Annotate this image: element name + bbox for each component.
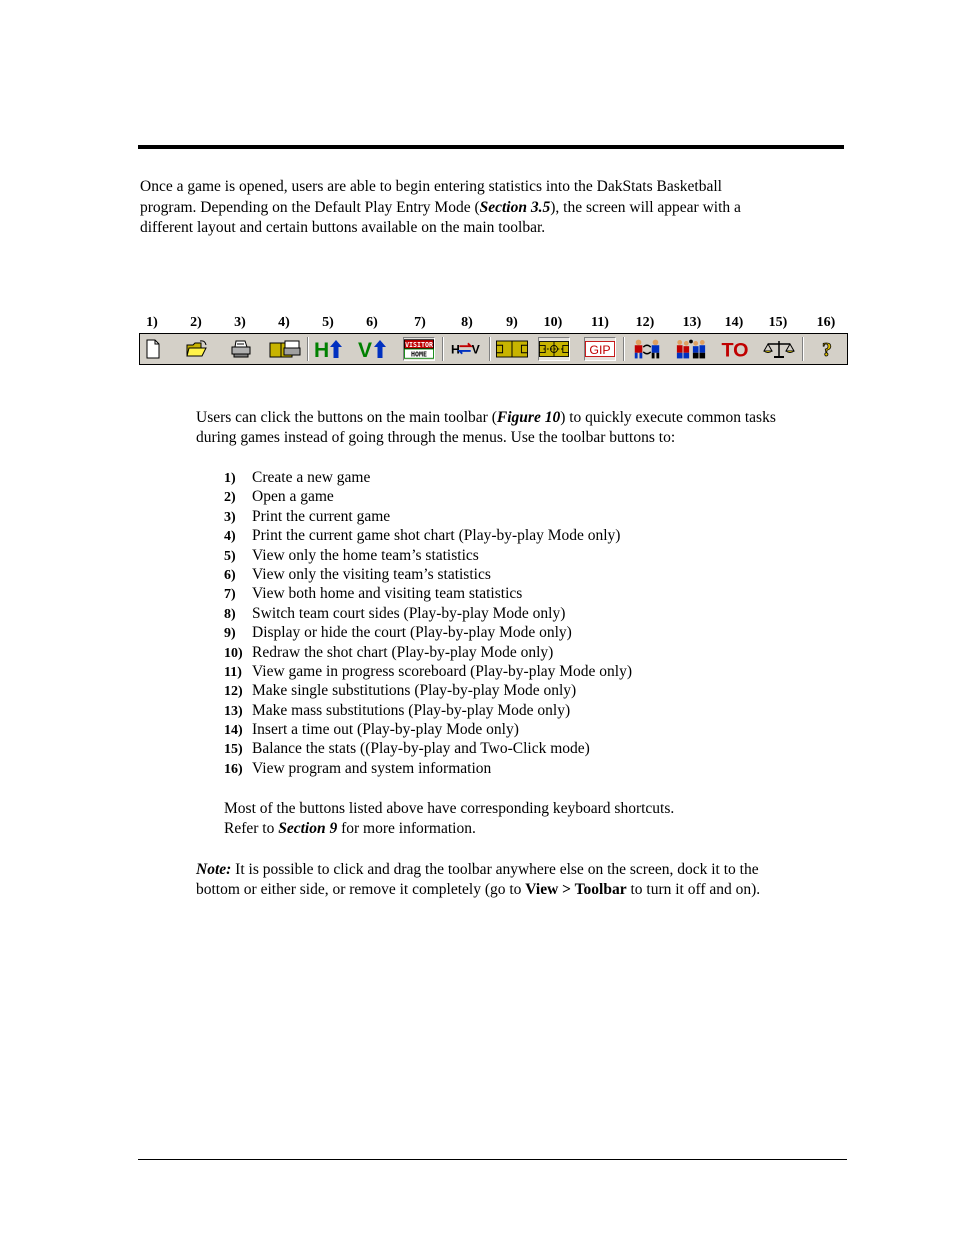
toolbar-number: 1): [146, 315, 158, 330]
balance-scale-icon: [763, 339, 795, 359]
toggle-court-button[interactable]: [496, 337, 528, 361]
home-stats-button[interactable]: [313, 337, 345, 361]
toolbar-button-list: [224, 468, 632, 778]
print-shot-chart-icon: [269, 339, 301, 359]
list-item: 2) Open a game: [224, 488, 334, 506]
both-teams-stats-button[interactable]: [403, 337, 435, 361]
single-sub-icon: [631, 338, 663, 360]
list-item: 14) Insert a time out (Play-by-play Mode only): [224, 721, 519, 739]
list-item: 4) Print the current game shot chart (Play-by-play Mode only): [224, 527, 621, 545]
list-item: 3) Print the current game: [224, 507, 391, 525]
list-item: 15) Balance the stats ((Play-by-play and Two-Click mode): [224, 740, 590, 758]
svg-text:H: H: [314, 339, 330, 360]
switch-court-sides-button[interactable]: [450, 337, 482, 361]
svg-text:H: H: [450, 342, 460, 357]
toolbar-number: 5): [322, 315, 334, 330]
toolbar-number: 7): [414, 315, 426, 330]
court-icon: [496, 339, 528, 359]
game-in-progress-button[interactable]: [584, 337, 616, 361]
balance-stats-button[interactable]: [763, 337, 795, 361]
toolbar-usage-paragraph: Users can click the buttons on the main toolbar (Figure 10) to quickly execute common tasks during games instead of going through the menus. Use the toolbar buttons to:: [196, 409, 776, 446]
svg-text:?: ?: [822, 339, 832, 360]
list-item: 7) View both home and visiting team statistics: [224, 585, 523, 603]
about-button[interactable]: [811, 337, 843, 361]
toolbar-number: 15): [768, 315, 788, 330]
toolbar-separator: [623, 337, 625, 361]
list-item: 11) View game in progress scoreboard (Play-by-play Mode only): [224, 662, 633, 680]
time-out-button[interactable]: [719, 337, 751, 361]
mass-substitution-button[interactable]: [675, 337, 707, 361]
list-item: 8) Switch team court sides (Play-by-play Mode only): [224, 604, 566, 622]
help-question-icon: [817, 338, 837, 360]
new-document-icon: [144, 339, 162, 359]
list-item: 13) Make mass substitutions (Play-by-play Mode only): [224, 701, 571, 719]
svg-text:V: V: [471, 342, 480, 357]
svg-text:V: V: [358, 339, 373, 360]
toolbar-separator: [489, 337, 491, 361]
visitor-stats-button[interactable]: [357, 337, 389, 361]
list-item: 10) Redraw the shot chart (Play-by-play Mode only): [224, 643, 554, 661]
svg-text:TO: TO: [721, 339, 749, 360]
toolbar-separator: [307, 337, 309, 361]
shortcuts-paragraph: Most of the buttons listed above have corresponding keyboard shortcuts. Refer to Section 9 for more information.: [224, 800, 675, 837]
open-folder-icon: [186, 340, 208, 358]
footer-rule: [138, 1159, 847, 1160]
list-item: 9) Display or hide the court (Play-by-play Mode only): [224, 624, 572, 642]
toolbar-number: 14): [724, 315, 744, 330]
toolbar-number: 12): [635, 315, 655, 330]
visitor-team-up-icon: [357, 338, 389, 360]
section-ref: Section 3.5: [479, 198, 551, 216]
list-item: 16) View program and system information: [224, 759, 492, 777]
list-item: 12) Make single substitutions (Play-by-play Mode only): [224, 682, 577, 700]
home-team-up-icon: [313, 338, 345, 360]
note-paragraph: Note: It is possible to click and drag the toolbar anywhere else on the screen, dock it to the bottom or either side, or remove it completely (go to View > Toolbar to turn it off and on).: [196, 861, 761, 898]
list-item: 5) View only the home team’s statistics: [224, 546, 479, 564]
mass-sub-icon: [675, 338, 707, 360]
note-label: Note:: [196, 861, 232, 878]
toolbar-number: 10): [543, 315, 563, 330]
list-item: 6) View only the visiting team’s statistics: [224, 565, 491, 583]
toolbar-separator: [442, 337, 444, 361]
intro-paragraph: Once a game is opened, users are able to begin entering statistics into the DakStats Basketball program. Depending on the Default Play Entry Mode (Section 3.5), the screen will appear with a different layout and certain buttons available on the main toolbar.: [140, 178, 741, 236]
toolbar-number-labels: [0, 313, 954, 333]
toolbar-number: 4): [278, 315, 290, 330]
header-rule: [138, 145, 844, 149]
single-substitution-button[interactable]: [631, 337, 663, 361]
visitor-home-icon: [404, 338, 434, 360]
print-shot-chart-button[interactable]: [269, 337, 301, 361]
toolbar-separator: [802, 337, 804, 361]
svg-text:GIP: GIP: [589, 342, 611, 357]
redraw-shot-chart-button[interactable]: [538, 337, 570, 361]
toolbar-number: 16): [816, 315, 836, 330]
menu-path: View > Toolbar: [525, 881, 627, 898]
svg-text:HOME: HOME: [411, 350, 427, 359]
svg-text:VISITOR: VISITOR: [405, 341, 433, 350]
toolbar-number: 6): [366, 315, 378, 330]
toolbar-number: 9): [506, 315, 518, 330]
toolbar-number: 3): [234, 315, 246, 330]
section-ref: Section 9: [278, 820, 338, 837]
toolbar-number: 11): [591, 315, 609, 330]
toolbar-number: 2): [190, 315, 202, 330]
toolbar-number: 13): [682, 315, 702, 330]
figure-ref: Figure 10: [496, 409, 561, 426]
new-game-button[interactable]: [137, 337, 169, 361]
printer-icon: [230, 339, 252, 359]
main-toolbar: [139, 333, 848, 365]
gip-scoreboard-icon: [585, 339, 615, 359]
switch-sides-icon: [450, 339, 482, 359]
print-game-button[interactable]: [225, 337, 257, 361]
redraw-court-icon: [539, 339, 569, 359]
toolbar-number: 8): [461, 315, 473, 330]
list-item: 1) Create a new game: [224, 469, 371, 486]
open-game-button[interactable]: [181, 337, 213, 361]
timeout-icon: [719, 338, 751, 360]
